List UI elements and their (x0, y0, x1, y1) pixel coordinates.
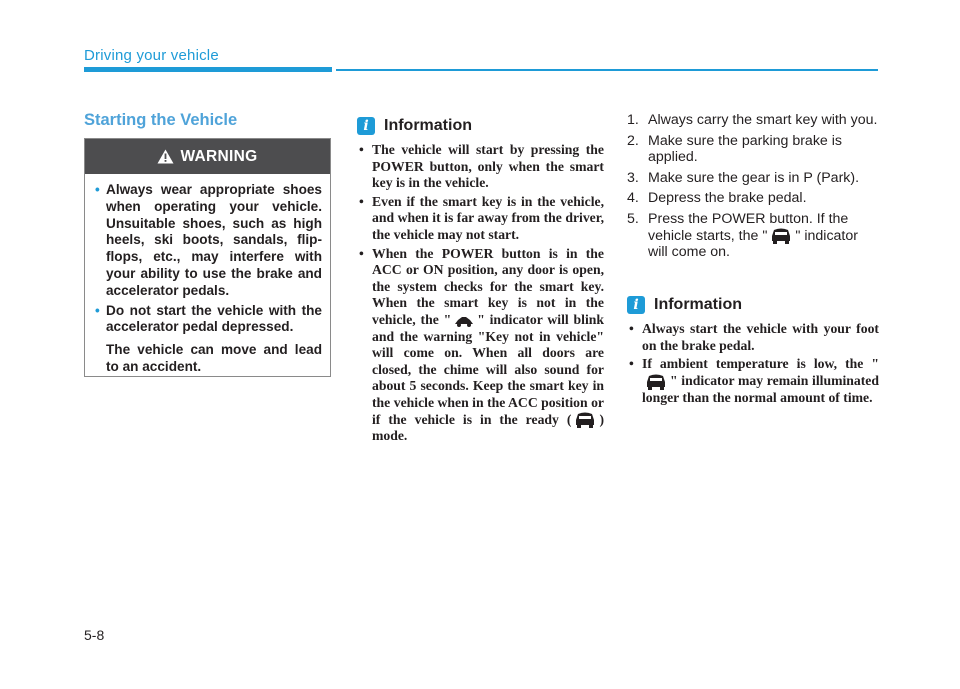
warning-box (84, 138, 331, 377)
bullet: • (95, 182, 100, 197)
header-section-title: Driving your vehicle (84, 47, 219, 64)
step-number: 3. (627, 169, 639, 186)
step-text: Press the POWER button. If the vehicle starts, the " (648, 210, 849, 244)
ready-car-indicator-icon (573, 412, 597, 428)
bullet: • (629, 321, 634, 336)
list-item-text: " indicator may remain illuminated longer than the normal amount of time. (642, 372, 879, 405)
bullet: • (95, 302, 100, 318)
list-item (357, 194, 604, 244)
ready-car-indicator-icon (769, 228, 793, 244)
step-text: Depress the brake pedal. (648, 190, 807, 207)
list-item-text: If ambient temperature is low, the " (642, 356, 879, 372)
header-rule (336, 69, 878, 71)
list-item (357, 246, 604, 445)
warning-item-text: Do not start the vehicle with the accelerator pedal depressed. (106, 302, 322, 335)
step-number: 5. (627, 210, 639, 227)
info-icon: i (627, 296, 645, 314)
warning-note: The vehicle can move and lead to an accident. (106, 342, 322, 374)
info-list-right (627, 321, 879, 408)
bullet: • (359, 142, 364, 157)
step-number: 4. (627, 190, 639, 207)
info-header-middle (357, 117, 472, 135)
list-item (627, 356, 879, 406)
list-item-text: The vehicle will start by pressing the POWER button, only when the smart key is in the vehicle. (372, 142, 604, 191)
info-title: Information (384, 117, 472, 134)
step-item (627, 170, 879, 187)
page-number: 5-8 (84, 627, 105, 643)
list-item-text: " indicator will blink and the warning "Key not in vehicle" will come on. When all doors are closed, the chime will also sound for about 5 seconds. Keep the smart key in the vehicle when in the ACC position or if the vehicle is in the ready ( (372, 311, 604, 427)
list-item (627, 321, 879, 354)
step-item (627, 133, 879, 166)
section-title: Starting the Vehicle (84, 111, 238, 129)
warning-header (85, 139, 330, 174)
step-text: Make sure the parking brake is applied. (648, 132, 842, 166)
list-item-text: Always start the vehicle with your foot on the brake pedal. (642, 321, 879, 353)
ready-car-indicator-icon (644, 374, 668, 390)
info-header-right (627, 296, 742, 314)
bullet: • (359, 193, 364, 209)
info-list-middle (357, 142, 604, 447)
step-item (627, 112, 879, 129)
step-number: 2. (627, 132, 639, 149)
warning-triangle-icon (157, 149, 174, 164)
bullet: • (359, 245, 364, 261)
key-indicator-icon (453, 315, 475, 327)
step-text: Make sure the gear is in P (Park). (648, 169, 860, 186)
step-text: Always carry the smart key with you. (648, 112, 878, 128)
step-item (627, 211, 879, 261)
header-bar (84, 67, 332, 72)
warning-body (85, 174, 330, 376)
warning-item-text: Always wear appropriate shoes when operating your vehicle. Unsuitable shoes, such as high heels, ski boots, sandals, flip-flops, etc., may interfere with your ability to use the brake and accelerator pedals. (106, 182, 322, 298)
step-number: 1. (627, 112, 639, 128)
list-item-text: When the POWER button is in the ACC or ON position, any door is open, the system checks for the smart key. When the smart key is not in the vehicle, the " (372, 245, 604, 327)
list-item-text: ) mode. (372, 411, 604, 444)
step-text: " indicator will come on. (648, 227, 858, 261)
step-item (627, 190, 879, 207)
warning-item (95, 182, 322, 300)
warning-label: WARNING (180, 147, 258, 165)
list-item-text: Even if the smart key is in the vehicle, and when it is far away from the driver, the vehicle may not start. (372, 193, 604, 242)
bullet: • (629, 356, 634, 372)
info-title: Information (654, 296, 742, 313)
list-item (357, 142, 604, 192)
info-icon: i (357, 117, 375, 135)
warning-item (95, 303, 322, 337)
start-steps (627, 112, 879, 265)
